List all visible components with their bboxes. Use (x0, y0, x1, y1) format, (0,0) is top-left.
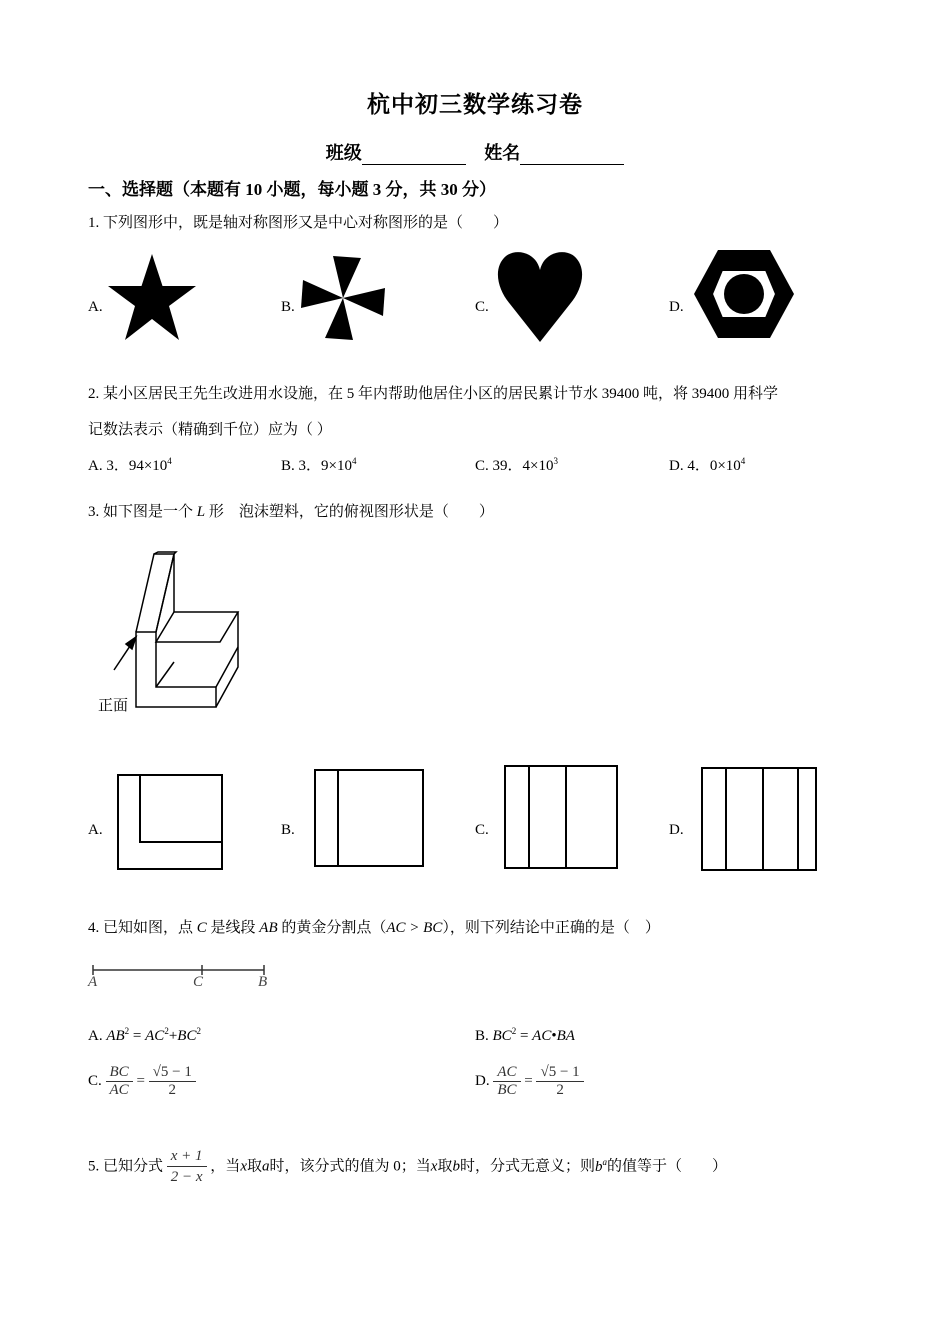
question-4-text: 4. 已知如图，点 C 是线段 AB 的黄金分割点（AC > BC），则下列结论中正确的是（ ） (88, 920, 660, 936)
q2-option-a: A. 3．$94\times 10^4$ (88, 456, 172, 474)
q1-option-c-label: C. (475, 299, 489, 315)
q3-option-a-figure (117, 774, 223, 870)
q2-option-d: D. 4．$0\times 10^4$ (669, 456, 746, 474)
q4-option-d: D. $\frac{AC}{BC}$ = $\frac{√5 - 1}{2}$ (475, 1064, 584, 1099)
l-shape-3d-figure (96, 552, 246, 717)
question-1-text: 1. 下列图形中，既是轴对称图形又是中心对称图形的是（ ） (88, 215, 509, 231)
q1-option-b-label: B. (281, 299, 295, 315)
question-2-line-1: 2. 某小区居民王先生改进用水设施，在 5 年内帮助他居住小区的居民累计节水 39400 吨，将 39400 用科学 (88, 386, 779, 402)
q1-option-d-label: D. (669, 299, 684, 315)
question-3-text: 3. 如下图是一个 L 形 泡沫塑料，它的俯视图形状是（ ） (88, 504, 494, 520)
q3-option-b-label: B. (281, 822, 295, 838)
q3-option-b-figure (314, 769, 424, 867)
star-shape (106, 252, 198, 344)
heart-shape (496, 248, 584, 344)
point-b-label: B (258, 974, 268, 990)
q3-option-c-figure (504, 765, 618, 869)
section-heading: 一、选择题（本题有 10 小题，每小题 3 分，共 30 分） (88, 180, 496, 199)
q1-option-a-label: A. (88, 299, 103, 315)
question-2-line-2: 记数法表示（精确到千位）应为（ ） (88, 422, 332, 438)
class-blank[interactable] (362, 146, 466, 165)
front-label: 正面 (98, 696, 129, 714)
page-title: 杭中初三数学练习卷 (367, 92, 583, 117)
q3-option-a-label: A. (88, 822, 103, 838)
segment-ab-figure (88, 962, 273, 994)
q4-option-c: C. $\frac{BC}{AC}$ = $\frac{√5 - 1}{2}$ (88, 1064, 196, 1099)
name-blank[interactable] (520, 146, 624, 165)
q4-option-a: A. $AB^2 = AC^2+BC^2$ (88, 1026, 201, 1044)
class-name-line (0, 139, 950, 165)
q2-option-b: B. 3．$9\times 10^4$ (281, 456, 357, 474)
pinwheel-shape (300, 255, 386, 341)
q4-option-b: B. $BC^2$ = AC•BA (475, 1026, 575, 1044)
hexagon-shape (692, 248, 796, 340)
class-label: 班级 (325, 143, 362, 163)
point-c-label: C (193, 974, 204, 990)
q3-option-d-label: D. (669, 822, 684, 838)
q3-option-d-figure (701, 767, 817, 871)
point-a-label: A (88, 974, 98, 990)
q2-option-c: C. 39．$4\times 10^3$ (475, 456, 558, 474)
question-5-text: 5. 已知分式 $\frac{x + 1}{2 - x}$ ，当x取a时，该分式的值为 0；当x取b时，分式无意义；则$b^a$的值等于（ ） (88, 1148, 727, 1185)
name-label: 姓名 (484, 143, 521, 163)
q3-option-c-label: C. (475, 822, 489, 838)
